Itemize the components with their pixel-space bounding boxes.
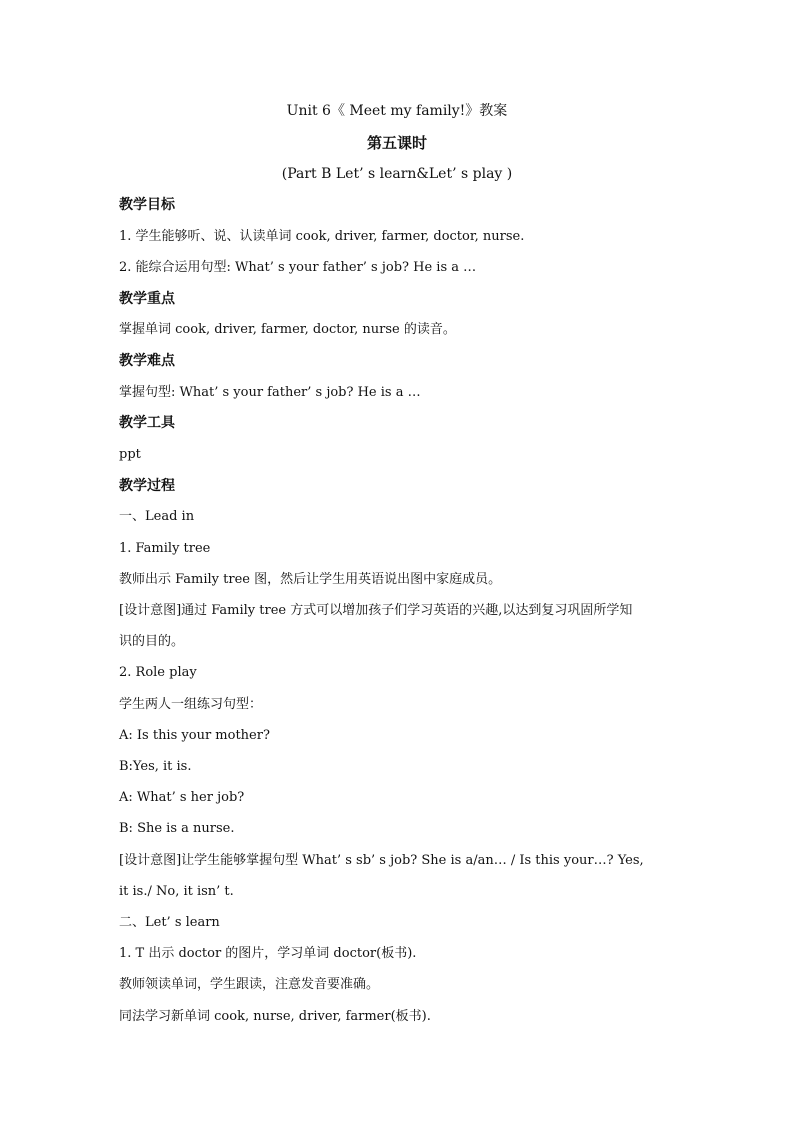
learn-step-3: 同法学习新单词 cook, nurse, driver, farmer(板书). [119, 1009, 431, 1024]
dialog-line-2: B:Yes, it is. [119, 759, 192, 774]
lesson-number: 第五课时 [366, 134, 427, 152]
objectives-heading: 教学目标 [119, 197, 175, 213]
design-intent-2-line-2: it is./ No, it isn’ t. [119, 884, 234, 899]
step-family-tree: 1. Family tree [119, 541, 211, 556]
learn-step-2: 教师领读单词，学生跟读，注意发音要准确。 [119, 977, 380, 992]
objective-item-1: 1. 学生能够听、说、认读单词 cook, driver, farmer, doctor, nurse. [119, 229, 525, 244]
key-points-text: 掌握单词 cook, driver, farmer, doctor, nurse 的读音。 [119, 322, 456, 337]
section-lets-learn: 二、Let’ s learn [119, 915, 220, 930]
step-family-tree-text: 教师出示 Family tree 图，然后让学生用英语说出图中家庭成员。 [119, 572, 502, 587]
dialog-line-4: B: She is a nurse. [119, 821, 235, 836]
dialog-line-1: A: Is this your mother? [119, 728, 270, 743]
process-heading: 教学过程 [119, 478, 175, 494]
document-title: Unit 6《 Meet my family!》教案 [286, 103, 508, 119]
step-role-play-text: 学生两人一组练习句型： [119, 697, 263, 712]
step-role-play: 2. Role play [119, 665, 197, 680]
design-intent-2-line-1: [设计意图]让学生能够掌握句型 What’ s sb’ s job? She is a/an… / Is this your…? Yes, [119, 853, 644, 868]
difficulties-heading: 教学难点 [119, 353, 175, 369]
section-lead-in: 一、Lead in [119, 509, 195, 524]
design-intent-1-line-2: 识的目的。 [119, 634, 185, 649]
key-points-heading: 教学重点 [119, 291, 175, 307]
tools-text: ppt [119, 447, 141, 462]
objective-item-2: 2. 能综合运用句型: What’ s your father’ s job? He is a … [119, 260, 477, 275]
lesson-part: (Part B Let’ s learn&Let’ s play ) [281, 166, 513, 182]
design-intent-1-line-1: [设计意图]通过 Family tree 方式可以增加孩子们学习英语的兴趣,以达到复习巩固所学知 [119, 603, 633, 618]
tools-heading: 教学工具 [119, 415, 175, 431]
learn-step-1: 1. T 出示 doctor 的图片，学习单词 doctor(板书). [119, 946, 417, 961]
dialog-line-3: A: What’ s her job? [119, 790, 245, 805]
difficulties-text: 掌握句型: What’ s your father’ s job? He is a … [119, 385, 421, 400]
